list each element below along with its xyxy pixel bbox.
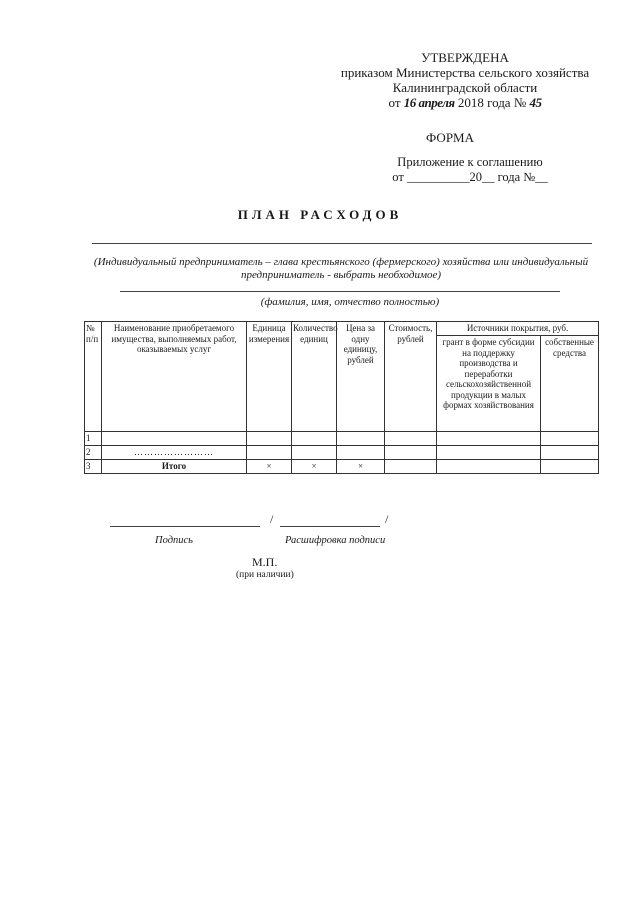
- row-cost: [385, 460, 437, 474]
- handwritten-date: 16 апреля: [403, 95, 455, 110]
- signature-label: Подпись: [155, 535, 193, 546]
- row-price: [337, 432, 385, 446]
- row-qty: [292, 432, 337, 446]
- name-note: (фамилия, имя, отчество полностью): [260, 296, 440, 308]
- row-price: [337, 446, 385, 460]
- appendix-title: Приложение к соглашению: [397, 155, 543, 169]
- header-grant: грант в форме субсидии на поддержку производства и переработки сельскохозяйственной продукции в малых формах хозяйствования: [437, 336, 541, 432]
- row-num: 1: [85, 432, 102, 446]
- row-cost: [385, 446, 437, 460]
- applicant-note-line1: (Индивидуальный предприниматель – глава крестьянского (фермерского) хозяйства или индивидуальный: [93, 256, 589, 268]
- header-unit: Единица измерения: [247, 322, 292, 432]
- row-own: [541, 460, 599, 474]
- row-price: ×: [337, 460, 385, 474]
- date-suffix: 2018 года №: [457, 95, 527, 110]
- row-num: 2: [85, 446, 102, 460]
- header-name: Наименование приобретаемого имущества, выполняемых работ, оказываемых услуг: [102, 322, 247, 432]
- approval-title: УТВЕРЖДЕНА: [421, 50, 509, 65]
- header-sources: Источники покрытия, руб.: [437, 322, 599, 336]
- row-name: [102, 432, 247, 446]
- applicant-line: [92, 243, 592, 244]
- expense-table: [84, 321, 599, 474]
- table-row: [85, 432, 599, 446]
- date-prefix: от: [388, 95, 401, 110]
- table-row-total: [85, 460, 599, 474]
- name-line: [120, 291, 560, 292]
- decode-line: [280, 526, 380, 527]
- header-own: собственные средства: [541, 336, 599, 432]
- signature-line: [110, 526, 260, 527]
- row-unit: ×: [247, 460, 292, 474]
- stamp-label: М.П.: [252, 555, 278, 569]
- approval-order-line: приказом Министерства сельского хозяйства: [340, 65, 590, 80]
- row-grant: [437, 432, 541, 446]
- approval-date-line: [320, 95, 610, 110]
- approval-block: [320, 50, 610, 110]
- appendix-block: [360, 155, 580, 185]
- row-own: [541, 446, 599, 460]
- handwritten-number: 45: [529, 95, 542, 110]
- applicant-note-line2: предприниматель - выбрать необходимое): [240, 269, 442, 281]
- header-num: № п/п: [85, 322, 102, 432]
- page-title: ПЛАН РАСХОДОВ: [237, 207, 403, 222]
- row-cost: [385, 432, 437, 446]
- form-label: ФОРМА: [426, 130, 474, 145]
- applicant-note: [86, 256, 596, 282]
- stamp-note: (при наличии): [236, 570, 294, 580]
- table-row: [85, 446, 599, 460]
- row-qty: ×: [292, 460, 337, 474]
- header-qty: Количество единиц: [292, 322, 337, 432]
- header-price: Цена за одну единицу, рублей: [337, 322, 385, 432]
- decode-label: Расшифровка подписи: [285, 535, 386, 546]
- signature-slash-left: /: [270, 512, 274, 526]
- row-qty: [292, 446, 337, 460]
- signature-slash-right: /: [385, 512, 389, 526]
- row-grant: [437, 460, 541, 474]
- row-name: Итого: [102, 460, 247, 474]
- appendix-date-line: от __________20__ года №__: [392, 170, 548, 184]
- row-grant: [437, 446, 541, 460]
- approval-region-line: Калининградской области: [392, 80, 538, 95]
- row-name: ……………………: [102, 446, 247, 460]
- header-cost: Стоимость, рублей: [385, 322, 437, 432]
- row-num: 3: [85, 460, 102, 474]
- row-unit: [247, 446, 292, 460]
- row-unit: [247, 432, 292, 446]
- row-own: [541, 432, 599, 446]
